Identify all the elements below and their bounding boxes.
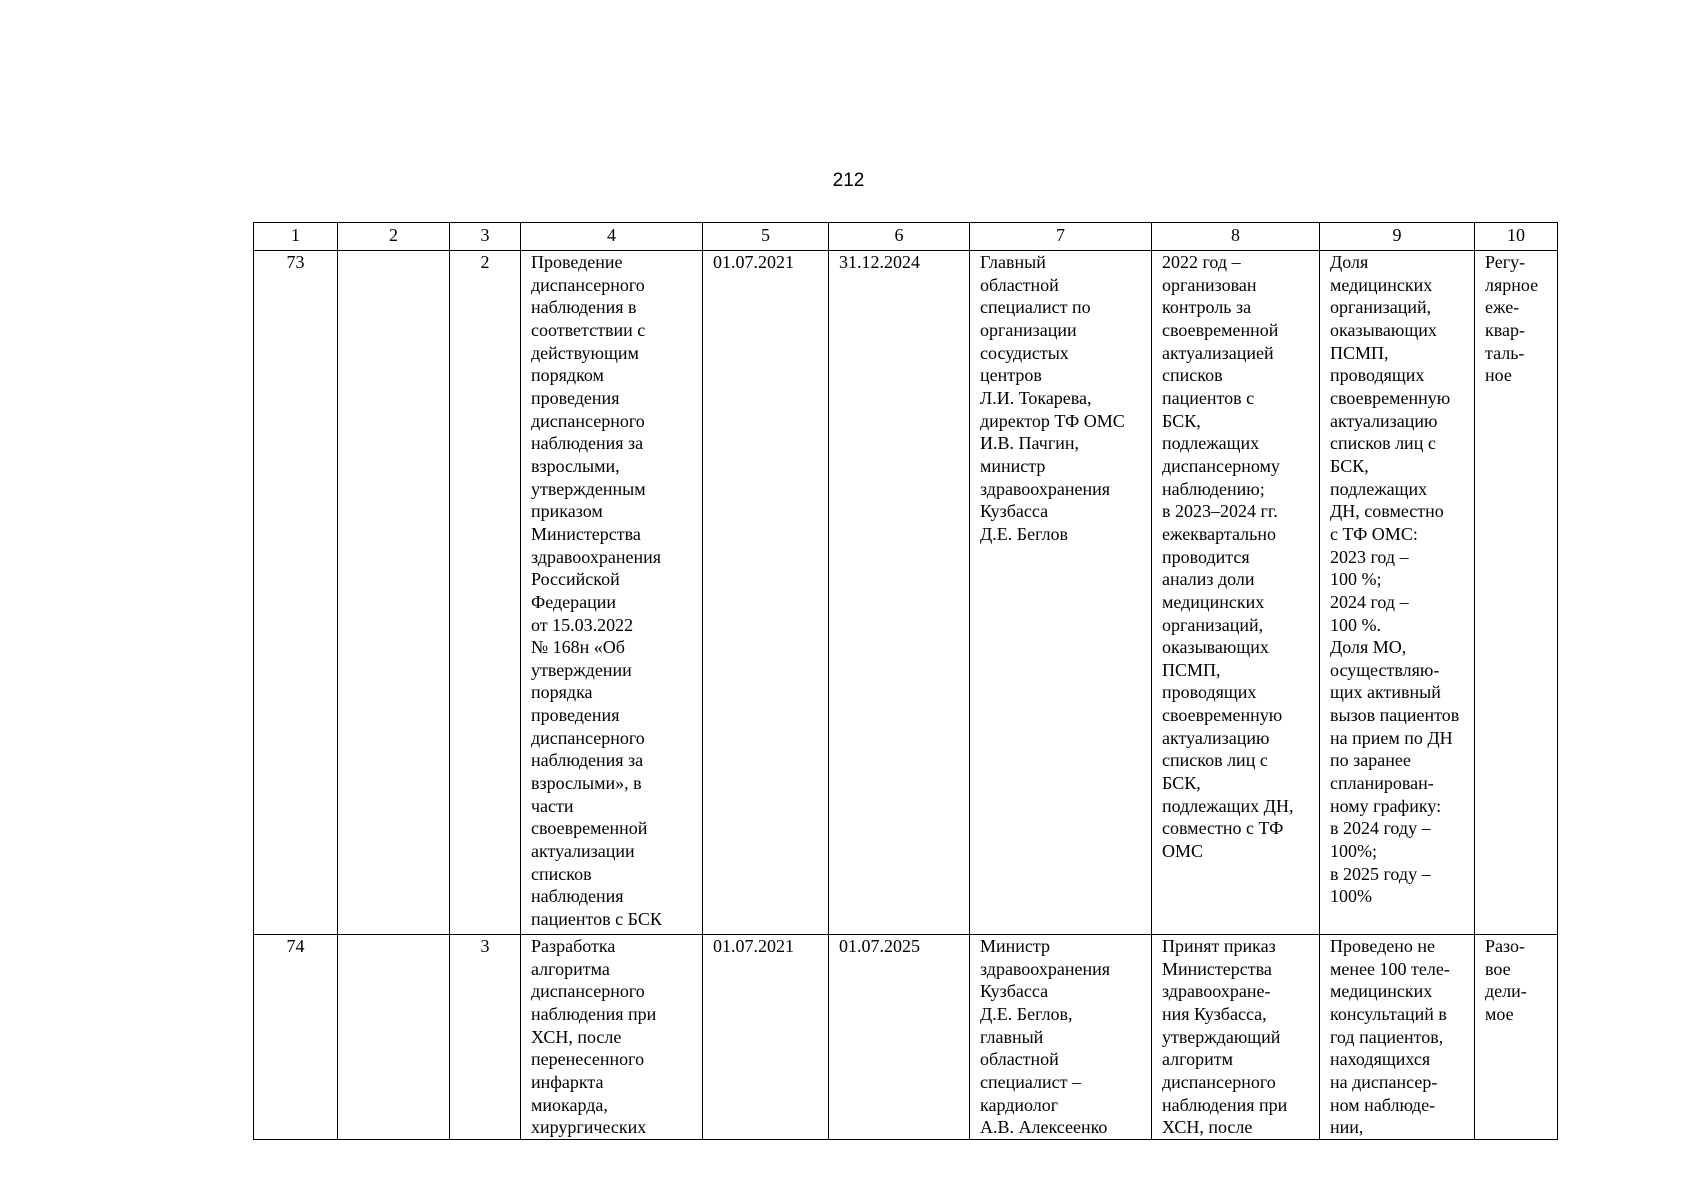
- cell-line: Министерства: [1162, 958, 1272, 979]
- cell-line: год пациентов,: [1330, 1026, 1444, 1047]
- cell-line: здравоохранения: [531, 546, 662, 567]
- cell-line: осуществляю-: [1330, 659, 1440, 680]
- header-cell: 2: [338, 223, 450, 251]
- cell-line: ОМС: [1162, 841, 1204, 862]
- cell-line: 2023 год –: [1330, 546, 1409, 567]
- cell-line: на прием по ДН: [1330, 727, 1453, 748]
- cell-line: подлежащих ДН,: [1162, 795, 1294, 816]
- cell-line: № 168н «Об: [531, 637, 625, 658]
- cell-line: в 2024 году –: [1330, 818, 1431, 839]
- cell-line: ное: [1485, 365, 1512, 386]
- indicator: [1320, 251, 1475, 935]
- cell-line: консультаций в: [1330, 1003, 1447, 1024]
- cell-line: лярное: [1485, 274, 1539, 295]
- cell-line: пациентов с БСК: [531, 909, 662, 930]
- header-row: [254, 223, 1558, 251]
- cell-line: в 2025 году –: [1330, 863, 1431, 884]
- cell-line: специалист –: [980, 1071, 1081, 1092]
- row-number: 73: [254, 251, 338, 935]
- indicator: [1320, 935, 1475, 1140]
- cell-line: центров: [980, 365, 1042, 386]
- cell-line: своевременной: [1162, 319, 1279, 340]
- end-date: 31.12.2024: [829, 251, 970, 935]
- cell-line: еже-: [1485, 297, 1520, 318]
- cell-line: Регу-: [1485, 252, 1526, 272]
- cell-line: совместно с ТФ: [1162, 818, 1284, 839]
- cell-line: взрослыми», в: [531, 773, 642, 794]
- start-date: 01.07.2021: [703, 251, 829, 935]
- cell-line: медицинских: [1330, 981, 1433, 1002]
- cell-line: оказывающих: [1162, 637, 1269, 658]
- cell-line: наблюдения при: [1162, 1094, 1288, 1115]
- cell-line: 100 %.: [1330, 614, 1381, 635]
- cell-line: списков лиц с: [1162, 750, 1268, 771]
- cell-line: нии,: [1330, 1117, 1364, 1138]
- cell-line: таль-: [1485, 342, 1525, 363]
- cell-line: подлежащих: [1330, 478, 1428, 499]
- cell-line: дели-: [1485, 981, 1527, 1002]
- cell-line: Проведено не: [1330, 936, 1436, 956]
- cell-line: своевременную: [1162, 705, 1283, 726]
- cell-line: соответствии с: [531, 319, 646, 340]
- cell-line: ному графику:: [1330, 795, 1442, 816]
- event-description: [521, 935, 703, 1140]
- cell-line: проведения: [531, 705, 620, 726]
- cell-line: организаций,: [1330, 297, 1432, 318]
- cell-line: находящихся: [1330, 1049, 1431, 1070]
- cell-line: Проведение: [531, 252, 623, 272]
- cell-line: здравоохране-: [1162, 981, 1271, 1002]
- cell-line: Д.Е. Беглов: [980, 523, 1069, 544]
- cell-line: ежеквартально: [1162, 523, 1276, 544]
- cell-line: мое: [1485, 1003, 1514, 1024]
- cell-line: подлежащих: [1162, 433, 1260, 454]
- cell-line: действующим: [531, 342, 639, 363]
- cell-line: специалист по: [980, 297, 1091, 318]
- cell-line: своевременной: [531, 818, 648, 839]
- cell-line: ПСМП,: [1162, 659, 1221, 680]
- cell-line: от 15.03.2022: [531, 614, 634, 635]
- cell-line: Л.И. Токарева,: [980, 387, 1092, 408]
- cell-line: Доля: [1330, 252, 1369, 272]
- responsible: [970, 251, 1152, 935]
- cell-line: 100%;: [1330, 841, 1377, 862]
- cell-line: диспансерного: [531, 727, 645, 748]
- cell-line: А.В. Алексеенко: [980, 1117, 1108, 1138]
- cell-line: ДН, совместно: [1330, 501, 1444, 522]
- cell-line: актуализации: [531, 841, 635, 862]
- responsible: [970, 935, 1152, 1140]
- plan-table: [253, 222, 1558, 1140]
- cell-line: кардиолог: [980, 1094, 1059, 1115]
- cell-line: на диспансер-: [1330, 1071, 1438, 1092]
- cell-line: алгоритм: [1162, 1049, 1233, 1070]
- cell-line: диспансерного: [531, 274, 645, 295]
- cell-line: утвержденным: [531, 478, 646, 499]
- cell-line: щих активный: [1330, 682, 1441, 703]
- header-cell: 9: [1320, 223, 1475, 251]
- cell-line: И.В. Пачгин,: [980, 433, 1079, 454]
- cell-line: порядка: [531, 682, 593, 703]
- cell-line: медицинских: [1162, 591, 1265, 612]
- cell-line: организаций,: [1162, 614, 1264, 635]
- cell-line: хирургических: [531, 1117, 647, 1138]
- cell-line: по заранее: [1330, 750, 1411, 771]
- cell-line: актуализацию: [1330, 410, 1438, 431]
- cell-line: алгоритма: [531, 958, 610, 979]
- cell-line: главный: [980, 1026, 1044, 1047]
- cell-line: актуализацией: [1162, 342, 1274, 363]
- cell-line: анализ доли: [1162, 569, 1255, 590]
- cell-line: миокарда,: [531, 1094, 608, 1115]
- header-cell: 4: [521, 223, 703, 251]
- cell-line: перенесенного: [531, 1049, 645, 1070]
- cell-line: Российской: [531, 569, 620, 590]
- cell-line: сосудистых: [980, 342, 1069, 363]
- header-cell: 8: [1152, 223, 1320, 251]
- cell-line: наблюдению;: [1162, 478, 1265, 499]
- cell-line: пациентов с: [1162, 387, 1255, 408]
- cell-col2: [338, 935, 450, 1140]
- cell-line: менее 100 теле-: [1330, 958, 1450, 979]
- cell-line: здравоохранения: [980, 478, 1111, 499]
- cell-line: ХСН, после: [531, 1026, 622, 1047]
- cell-line: диспансерного: [531, 981, 645, 1002]
- cell-line: Разо-: [1485, 936, 1525, 956]
- cell-line: Главный: [980, 252, 1046, 272]
- end-date: 01.07.2025: [829, 935, 970, 1140]
- cell-line: контроль за: [1162, 297, 1252, 318]
- cell-line: части: [531, 795, 574, 816]
- table-row: [254, 935, 1558, 1140]
- expected-result: [1152, 251, 1320, 935]
- cell-line: ПСМП,: [1330, 342, 1389, 363]
- cell-line: вызов пациентов: [1330, 705, 1460, 726]
- start-date: 01.07.2021: [703, 935, 829, 1140]
- cell-line: директор ТФ ОМС: [980, 410, 1125, 431]
- cell-line: диспансерного: [1162, 1071, 1276, 1092]
- periodicity: [1475, 935, 1558, 1140]
- cell-line: проводится: [1162, 546, 1250, 567]
- header-cell: 5: [703, 223, 829, 251]
- cell-line: списков: [1162, 365, 1223, 386]
- cell-line: наблюдения за: [531, 750, 644, 771]
- header-cell: 7: [970, 223, 1152, 251]
- cell-line: Доля МО,: [1330, 637, 1407, 658]
- cell-line: организован: [1162, 274, 1257, 295]
- header-cell: 10: [1475, 223, 1558, 251]
- item-number: 2: [450, 251, 521, 935]
- cell-line: Д.Е. Беглов,: [980, 1003, 1073, 1024]
- cell-line: наблюдения за: [531, 433, 644, 454]
- expected-result: [1152, 935, 1320, 1140]
- cell-line: в 2023–2024 гг.: [1162, 501, 1278, 522]
- cell-line: Разработка: [531, 936, 616, 956]
- cell-line: областной: [980, 1049, 1059, 1070]
- header-cell: 3: [450, 223, 521, 251]
- cell-line: Министр: [980, 936, 1050, 956]
- cell-line: приказом: [531, 501, 603, 522]
- cell-col2: [338, 251, 450, 935]
- cell-line: спланирован-: [1330, 773, 1434, 794]
- cell-line: списков лиц с: [1330, 433, 1436, 454]
- cell-line: областной: [980, 274, 1059, 295]
- cell-line: порядком: [531, 365, 604, 386]
- cell-line: медицинских: [1330, 274, 1433, 295]
- event-description: [521, 251, 703, 935]
- cell-line: ном наблюде-: [1330, 1094, 1436, 1115]
- item-number: 3: [450, 935, 521, 1140]
- cell-line: диспансерного: [531, 410, 645, 431]
- cell-line: списков: [531, 863, 592, 884]
- cell-line: Федерации: [531, 591, 617, 612]
- cell-line: проводящих: [1330, 365, 1425, 386]
- cell-line: наблюдения: [531, 886, 624, 907]
- cell-line: Принят приказ: [1162, 936, 1276, 956]
- cell-line: актуализацию: [1162, 727, 1270, 748]
- cell-line: своевременную: [1330, 387, 1451, 408]
- table-row: [254, 251, 1558, 935]
- periodicity: [1475, 251, 1558, 935]
- row-number: 74: [254, 935, 338, 1140]
- cell-line: здравоохранения: [980, 958, 1111, 979]
- cell-line: проведения: [531, 387, 620, 408]
- cell-line: Кузбасса: [980, 981, 1049, 1002]
- cell-line: БСК,: [1162, 773, 1201, 794]
- cell-line: Министерства: [531, 523, 641, 544]
- cell-line: ния Кузбасса,: [1162, 1003, 1267, 1024]
- cell-line: наблюдения при: [531, 1003, 657, 1024]
- cell-line: утверждающий: [1162, 1026, 1281, 1047]
- cell-line: проводящих: [1162, 682, 1257, 703]
- cell-line: БСК,: [1330, 455, 1369, 476]
- cell-line: Кузбасса: [980, 501, 1049, 522]
- cell-line: организации: [980, 319, 1077, 340]
- header-cell: 1: [254, 223, 338, 251]
- header-cell: 6: [829, 223, 970, 251]
- cell-line: 100 %;: [1330, 569, 1382, 590]
- cell-line: БСК,: [1162, 410, 1201, 431]
- cell-line: 2022 год –: [1162, 252, 1241, 272]
- cell-line: 2024 год –: [1330, 591, 1409, 612]
- cell-line: с ТФ ОМС:: [1330, 523, 1418, 544]
- cell-line: вое: [1485, 958, 1511, 979]
- cell-line: ХСН, после: [1162, 1117, 1253, 1138]
- cell-line: утверждении: [531, 659, 632, 680]
- cell-line: квар-: [1485, 319, 1525, 340]
- cell-line: диспансерному: [1162, 455, 1280, 476]
- cell-line: инфаркта: [531, 1071, 604, 1092]
- cell-line: 100%: [1330, 886, 1372, 907]
- cell-line: оказывающих: [1330, 319, 1437, 340]
- page-number: 212: [832, 170, 865, 191]
- cell-line: наблюдения в: [531, 297, 637, 318]
- cell-line: министр: [980, 455, 1046, 476]
- cell-line: взрослыми,: [531, 455, 620, 476]
